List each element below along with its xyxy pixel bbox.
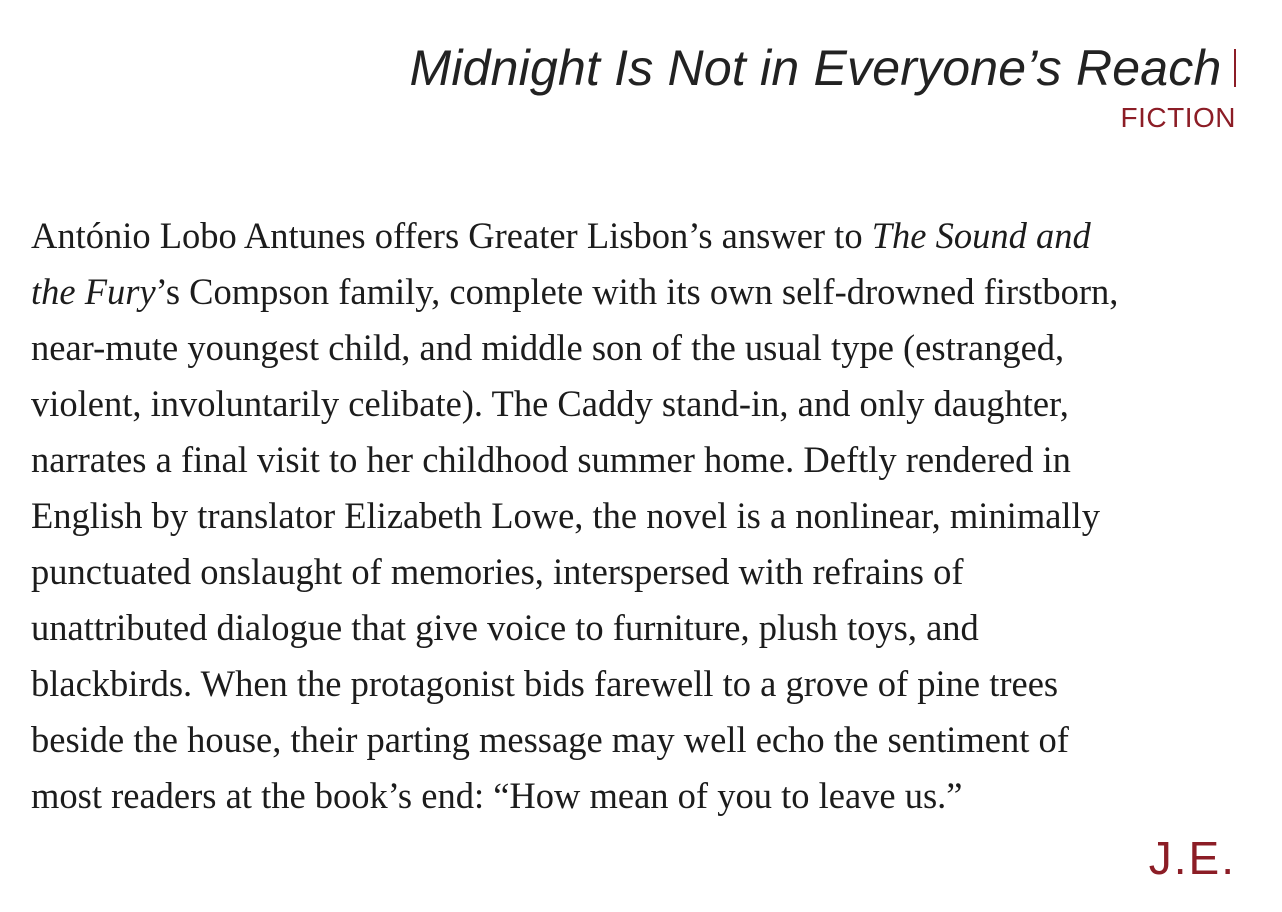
category-label: FICTION	[1120, 102, 1236, 133]
review-line: António Lobo Antunes offers Greater Lisbon’s answer to The Sound and	[31, 215, 1091, 256]
book-title: Midnight Is Not in Everyone’s Reach	[409, 40, 1222, 96]
reviewer-initials: J.E.	[1148, 832, 1236, 884]
review-line: unattributed dialogue that give voice to furniture, plush toys, and	[31, 607, 979, 648]
review-body	[31, 208, 1231, 824]
review-line: narrates a final visit to her childhood summer home. Deftly rendered in	[31, 439, 1071, 480]
title-divider	[1234, 49, 1237, 87]
review-line: the Fury’s Compson family, complete with its own self-drowned firstborn,	[31, 271, 1119, 312]
review-line: near-mute youngest child, and middle son of the usual type (estranged,	[31, 327, 1065, 368]
review-line: beside the house, their parting message may well echo the sentiment of	[31, 719, 1069, 760]
book-title-line	[409, 36, 1236, 100]
review-header	[409, 36, 1236, 134]
review-line: most readers at the book’s end: “How mean of you to leave us.”	[31, 775, 963, 816]
review-line: English by translator Elizabeth Lowe, the novel is a nonlinear, minimally	[31, 495, 1100, 536]
review-line: blackbirds. When the protagonist bids farewell to a grove of pine trees	[31, 663, 1059, 704]
review-line: violent, involuntarily celibate). The Caddy stand-in, and only daughter,	[31, 383, 1069, 424]
review-line: punctuated onslaught of memories, interspersed with refrains of	[31, 551, 964, 592]
